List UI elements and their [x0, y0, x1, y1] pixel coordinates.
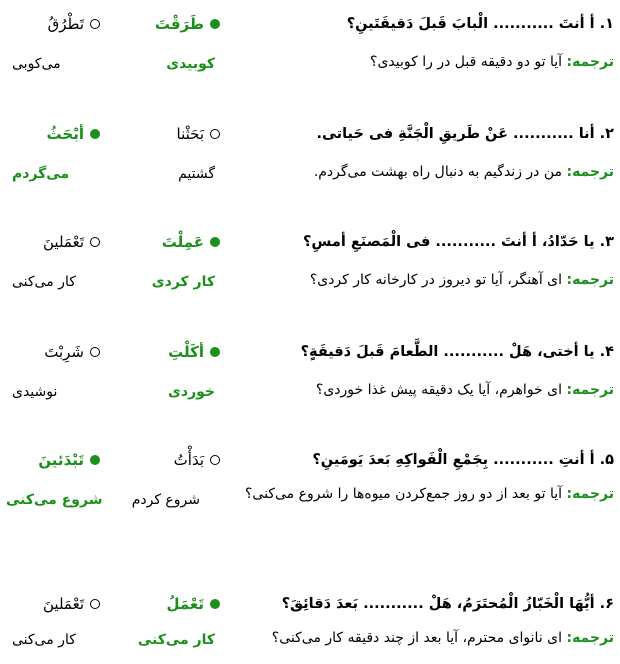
- option-1-meaning: کوبیدی: [166, 56, 215, 72]
- selected-radio-icon: [210, 347, 220, 357]
- selected-radio-icon: [90, 455, 100, 465]
- radio-icon: [90, 237, 100, 247]
- option-2[interactable]: أبْحَثُ: [47, 122, 100, 146]
- question-text: ۲. أنا ........... عَنْ طَريقِ الْجَنَّةِ فی حَياتی.: [316, 126, 614, 142]
- question-text: ۵. أ أنتِ ........... بِجَمْعِ الْفَواكِهِ بَعدَ يَومَينِ؟: [312, 452, 614, 468]
- option-1[interactable]: أكَلْتِ: [168, 340, 220, 364]
- selected-radio-icon: [210, 237, 220, 247]
- translation: ترجمه: آیا تو بعد از دو روز جمع‌کردن میوه‌ها را شروع می‌کنی؟: [244, 486, 614, 502]
- radio-icon: [210, 455, 220, 465]
- question-text: ۱. أ أنتَ ........... الْبابَ قَبلَ دَقيقَتَينِ؟: [346, 16, 614, 32]
- option-2-meaning: کار می‌کنی: [12, 632, 76, 648]
- option-2[interactable]: تَعْمَلينَ: [43, 592, 100, 616]
- option-2[interactable]: تَبْدَئينَ: [38, 448, 100, 472]
- option-2[interactable]: تَعْمَلينَ: [43, 230, 100, 254]
- option-2[interactable]: تَطْرُقُ: [48, 12, 100, 36]
- translation: ترجمه: ای خواهرم، آیا یک دقیقه پیش غذا خوردی؟: [315, 382, 614, 398]
- option-1[interactable]: تَعْمَلُ: [166, 592, 220, 616]
- question-2: [0, 114, 620, 194]
- translation: ترجمه: من در زندگیم به دنبال راه بهشت می‌گردم.: [313, 164, 614, 180]
- question-5: [0, 440, 620, 550]
- selected-radio-icon: [210, 599, 220, 609]
- option-2-meaning: نوشیدی: [12, 384, 58, 400]
- option-2-meaning: کار می‌کنی: [12, 274, 76, 290]
- option-1[interactable]: عَمِلْتَ: [162, 230, 220, 254]
- option-1-meaning: کار کردی: [151, 274, 215, 290]
- option-2-meaning: می‌کوبی: [12, 56, 61, 72]
- radio-icon: [90, 19, 100, 29]
- translation: ترجمه: ای آهنگر، آیا تو دیروز در کارخانه کار کردی؟: [309, 272, 614, 288]
- option-1-meaning: کار می‌کنی: [137, 632, 215, 648]
- question-text: ۶. أيُّهَا الْخَبّازُ الْمُحتَرَمُ، هَلْ ........... بَعدَ دَقائِقَ؟: [281, 596, 614, 612]
- option-2-meaning: شروع می‌کنی: [6, 492, 103, 508]
- selected-radio-icon: [210, 19, 220, 29]
- option-1[interactable]: طَرَقْتَ: [155, 12, 220, 36]
- radio-icon: [90, 347, 100, 357]
- question-4: [0, 332, 620, 412]
- radio-icon: [210, 129, 220, 139]
- option-1-meaning: گشتیم: [178, 166, 215, 182]
- option-2[interactable]: شَرِبْتَ: [44, 340, 100, 364]
- option-2-meaning: می‌گردم: [12, 166, 70, 182]
- question-text: ۳. یا حَدّادُ، أ أنتَ ........... فی الْمَصنَعِ أمسِ؟: [302, 234, 614, 250]
- option-1[interactable]: بَدَأْتُ: [174, 448, 220, 472]
- radio-icon: [90, 599, 100, 609]
- translation: ترجمه: ای نانوای محترم، آیا بعد از چند دقیقه کار می‌کنی؟: [271, 630, 614, 646]
- translation: ترجمه: آیا تو دو دقیقه قبل در را کوبیدی؟: [370, 54, 614, 70]
- option-1-meaning: خوردی: [168, 384, 215, 400]
- option-1[interactable]: بَحَثْنا: [177, 122, 220, 146]
- question-6: [0, 584, 620, 664]
- selected-radio-icon: [90, 129, 100, 139]
- question-text: ۴. یا أختی، هَلْ ........... الطَّعامَ قَبلَ دَقیقَةٍ؟: [300, 344, 614, 360]
- option-1-meaning: شروع کردم: [131, 492, 200, 508]
- question-1: [0, 4, 620, 84]
- question-3: [0, 222, 620, 302]
